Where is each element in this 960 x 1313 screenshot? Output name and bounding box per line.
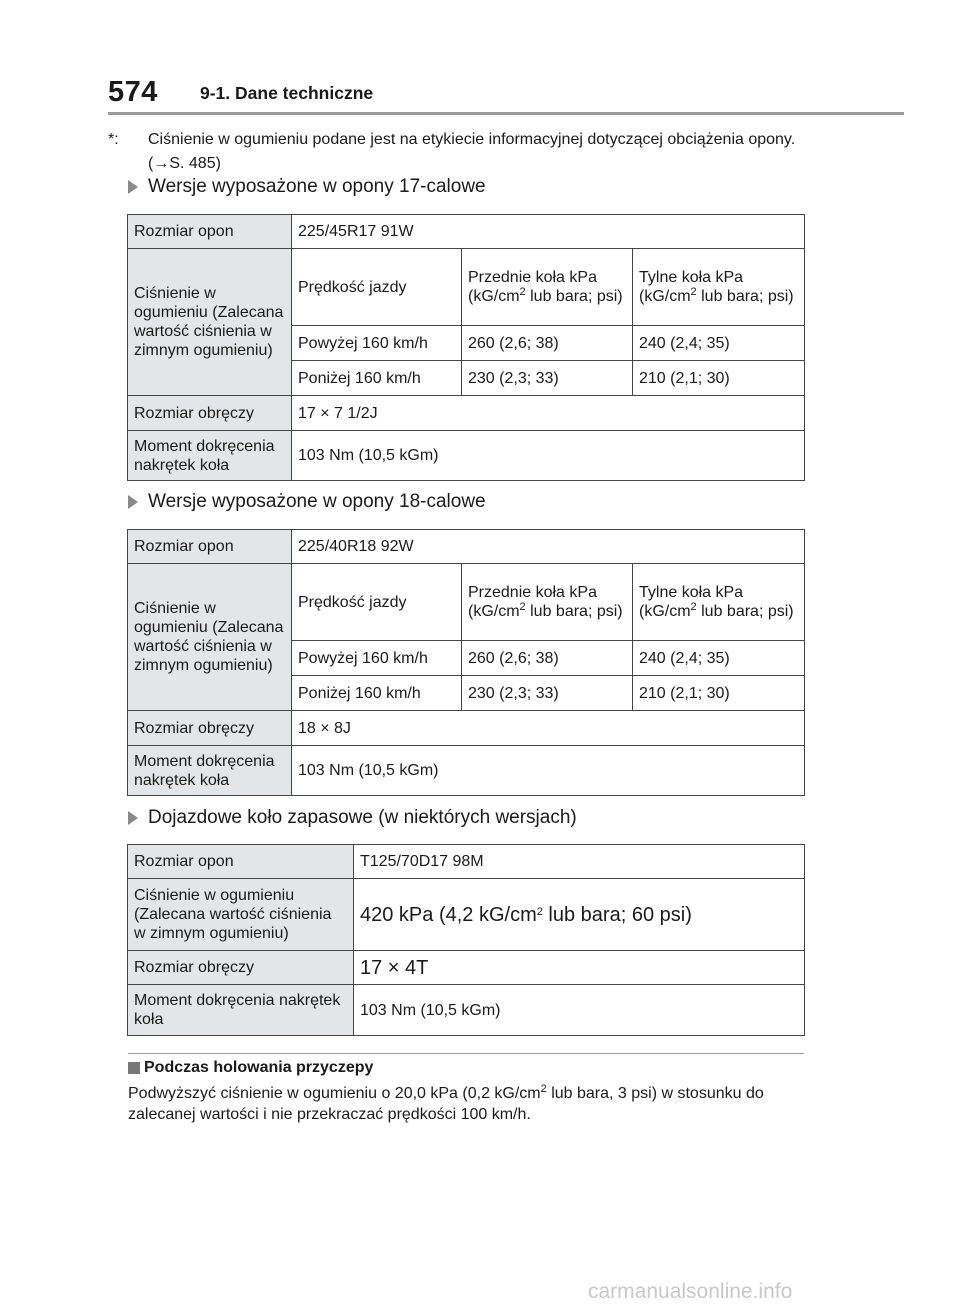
towing-title-text: Podczas holowania przyczepy — [144, 1059, 374, 1076]
pressure-label: Ciśnienie w ogumieniu (Zalecana wartość ciśnienia w zimnym ogumieniu) — [128, 249, 292, 396]
torque-label: Moment dokręcenia nakrętek koła — [128, 746, 292, 796]
footnote-text: Ciśnienie w ogumieniu podane jest na etykiecie informacyjnej dotyczącej obciążenia opony. (→S. 485) — [148, 131, 796, 172]
watermark: carmanualsonline.info — [588, 1280, 793, 1303]
front-header: Przednie koła kPa ($kG/cm^2$ lub bara; psi) — [462, 564, 633, 641]
spare-heading — [128, 806, 577, 830]
speed-cell: Powyżej 160 km/h — [292, 641, 462, 676]
speed-header: Prędkość jazdy — [292, 564, 462, 641]
spare-heading-text: Dojazdowe koło zapasowe (w niektórych wersjach) — [148, 807, 577, 828]
speed-header: Prędkość jazdy — [292, 249, 462, 326]
spare-tire-size-label: Rozmiar opon — [128, 845, 354, 879]
tire-size-value: 225/40R18 92W — [292, 530, 805, 564]
rim-label: Rozmiar obręczy — [128, 396, 292, 431]
triangle-bullet-icon — [128, 495, 138, 509]
rear-cell: 240 (2,4; 35) — [633, 641, 805, 676]
tire-size-value: 225/45R17 91W — [292, 215, 805, 249]
rear-cell: 210 (2,1; 30) — [633, 676, 805, 711]
torque-value: 103 Nm (10,5 kGm) — [292, 746, 805, 796]
triangle-bullet-icon — [128, 811, 138, 825]
speed-cell: Powyżej 160 km/h — [292, 326, 462, 361]
tire-table-17 — [127, 214, 805, 481]
rim-label: Rozmiar obręczy — [128, 711, 292, 746]
rear-cell: 240 (2,4; 35) — [633, 326, 805, 361]
square-bullet-icon — [128, 1062, 140, 1074]
front-cell: 230 (2,3; 33) — [462, 361, 633, 396]
rim-value: 18 × 8J — [292, 711, 805, 746]
spare-tire-table — [127, 844, 805, 1036]
spare-torque-label: Moment dokręcenia nakrętek koła — [128, 985, 354, 1036]
pressure-label: Ciśnienie w ogumieniu (Zalecana wartość ciśnienia w zimnym ogumieniu) — [128, 564, 292, 711]
triangle-bullet-icon — [128, 180, 138, 194]
section-17-heading — [128, 175, 486, 199]
section-18-heading-text: Wersje wyposażone w opony 18-calowe — [148, 491, 486, 512]
towing-text: Podwyższyć ciśnienie w ogumieniu o 20,0 kPa (0,2 $kG/cm^2$ lub bara, 3 psi) w stosunku do zalecanej wartości i nie przekraczać prędkości 100 km/h. — [128, 1083, 764, 1123]
tire-size-label: Rozmiar opon — [128, 530, 292, 564]
torque-value: 103 Nm (10,5 kGm) — [292, 431, 805, 481]
header-rule — [108, 112, 904, 115]
spare-rim-value: 17 × 4T — [354, 951, 805, 985]
page-number: 574 — [108, 76, 158, 108]
spare-rim-label: Rozmiar obręczy — [128, 951, 354, 985]
torque-label: Moment dokręcenia nakrętek koła — [128, 431, 292, 481]
rear-header: Tylne koła kPa ($kG/cm^2$ lub bara; psi) — [633, 564, 805, 641]
rim-value: 17 × 7 1/2J — [292, 396, 805, 431]
front-cell: 260 (2,6; 38) — [462, 326, 633, 361]
spare-torque-value: 103 Nm (10,5 kGm) — [354, 985, 805, 1036]
spare-pressure-label: Ciśnienie w ogumieniu (Zalecana wartość ciśnienia w zimnym ogumieniu) — [128, 879, 354, 951]
tire-table-18 — [127, 529, 805, 796]
section-title: 9-1. Dane techniczne — [200, 83, 374, 103]
spare-pressure-value: 420 kPa (4,2 $kG/cm^2$ lub bara; 60 psi) — [354, 879, 805, 951]
speed-cell: Poniżej 160 km/h — [292, 676, 462, 711]
spare-tire-size-value: T125/70D17 98M — [354, 845, 805, 879]
speed-cell: Poniżej 160 km/h — [292, 361, 462, 396]
towing-title — [128, 1058, 373, 1078]
rear-header: Tylne koła kPa ($kG/cm^2$ lub bara; psi) — [633, 249, 805, 326]
footnote — [108, 128, 808, 176]
section-17-heading-text: Wersje wyposażone w opony 17-calowe — [148, 176, 486, 197]
section-18-heading — [128, 490, 486, 514]
front-header: Przednie koła kPa ($kG/cm^2$ lub bara; psi) — [462, 249, 633, 326]
rear-cell: 210 (2,1; 30) — [633, 361, 805, 396]
footnote-mark: *: — [108, 131, 119, 148]
front-cell: 260 (2,6; 38) — [462, 641, 633, 676]
tire-size-label: Rozmiar opon — [128, 215, 292, 249]
front-cell: 230 (2,3; 33) — [462, 676, 633, 711]
towing-rule — [128, 1053, 804, 1054]
